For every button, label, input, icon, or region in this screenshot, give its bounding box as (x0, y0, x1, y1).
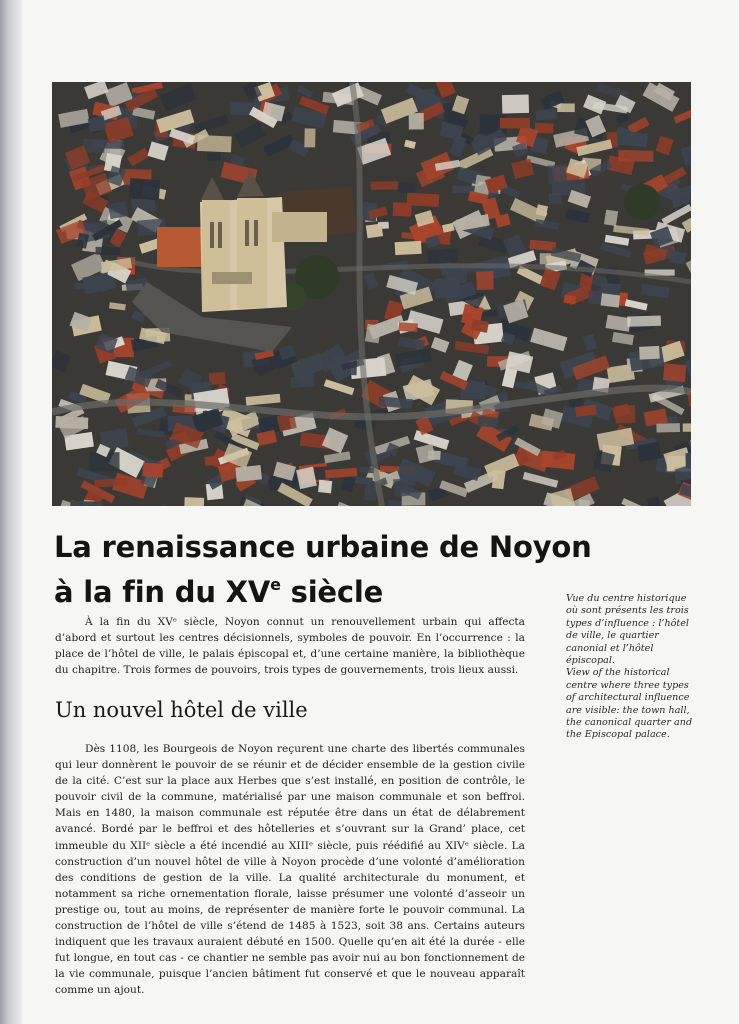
roof-block (92, 140, 124, 149)
roof-block (74, 283, 96, 289)
roof-block (601, 293, 621, 307)
roof-block (502, 94, 529, 113)
roof-block (304, 128, 315, 147)
roof-block (108, 201, 128, 219)
roof-block (639, 346, 660, 360)
roof-block (683, 423, 691, 432)
roof-block (627, 316, 661, 327)
roof-block (235, 465, 262, 482)
roof-block (366, 223, 383, 238)
roof-block (184, 497, 204, 506)
roof-block (207, 152, 221, 160)
intro-paragraph: À la fin du XVᵉ siècle, Noyon connut un renouvellement urbain qui affecta d’abord et surtout les centres décisionnels, symboles de pouvoir. En l’occurrence : la place de l’hôtel de ville, le palais épiscopal et, d’une certaine manière, la bibliothèque du chapitre. Trois formes de pouvoirs, trois types de gouvernements, trois lieux aussi. (55, 616, 525, 677)
roof-block (365, 324, 381, 344)
body-paragraph: Dès 1108, les Bourgeois de Noyon reçurent une charte des libertés communales qui leur donnèrent le pouvoir de se réunir et de décider ensemble de la gestion civile de la cité. C’est sur la place aux Herbes que s’est installé, en position de contrôle, le pouvoir civil de la commune, matérialisé par une maison communale et son beffroi. Mais en 1480, la maison communale est réputée être dans un état de délabrement avancé. Bordé par le beffroi et des hôtelleries et s’ouvrant sur la Grand’ place, cet immeuble du XIIᵉ siècle a été incendié au XIIIᵉ siècle, puis réédifié au XIVᵉ siècle. La construction d’un nouvel hôtel de ville à Noyon procède d’une volonté d’amélioration des conditions de gestion de la ville. La qualité architecturale du monument, et notamment sa riche ornementation florale, laisse présumer une volonté d’asseoir un prestige ou, tout au moins, de représenter de manière forte le pouvoir communal. La construction de l’hôtel de ville s’étend de 1485 à 1523, soit 38 ans. Certains auteurs indiquent que les travaux auraient débuté en 1500. Quelle qu’en ait été la durée - elle fut longue, en tout cas - ce chantier ne semble pas avoir nui au bon fonctionnement de la vie communale, puisque l’ancien bâtiment fut conservé et que le nouveau apparaît comme un ajout. (55, 743, 525, 997)
roof-block (395, 241, 422, 255)
roof-block (409, 113, 424, 129)
section-heading: Un nouvel hôtel de ville (55, 698, 308, 722)
roof-block (500, 118, 530, 129)
roof-block (656, 423, 680, 432)
roof-block (685, 453, 691, 469)
title-line-1: La renaissance urbaine de Noyon (54, 530, 592, 564)
roof-block (476, 271, 494, 290)
roof-block (604, 210, 618, 226)
roof-block (663, 363, 686, 382)
roof-block (547, 165, 567, 185)
aerial-photo-illustration (52, 82, 691, 506)
article-title (54, 528, 592, 611)
roof-block (478, 416, 499, 427)
caption-french: Vue du centre historique où sont présents les trois types d’influence : l’hôtel de ville, le quartier canonial et l’hôtel épiscopal. (566, 593, 689, 667)
book-spine-shadow (0, 0, 22, 1024)
roof-block (536, 109, 557, 120)
title-superscript: e (270, 575, 281, 594)
roof-block (371, 181, 399, 190)
aerial-photo (52, 82, 691, 506)
roof-block (95, 247, 120, 255)
roof-block (393, 478, 411, 497)
roof-block (399, 322, 418, 332)
roof-block (299, 370, 315, 386)
caption-english: View of the historical centre where three types of architectural influence are visible: the town hall, the canonical quarter and the Episcopal palace. (566, 667, 693, 741)
photo-caption (566, 593, 696, 742)
roof-block (142, 462, 163, 477)
roof-block (618, 150, 653, 162)
roof-block (70, 501, 103, 506)
title-line-2-start: à la fin du XV (54, 575, 271, 609)
roof-block (129, 178, 161, 200)
roof-block (393, 202, 412, 216)
roof-block (398, 182, 416, 195)
title-line-2-end: siècle (280, 575, 384, 609)
roof-block (318, 480, 332, 494)
